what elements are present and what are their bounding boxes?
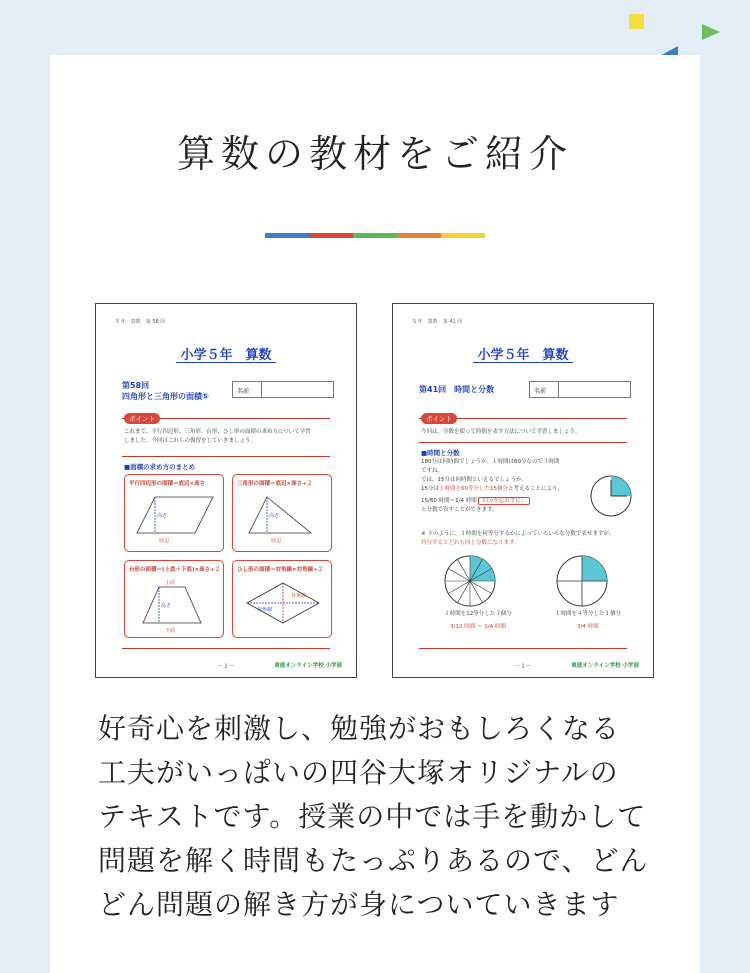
svg-text:底辺: 底辺 [271, 538, 282, 544]
green-triangle-decoration [700, 22, 722, 42]
parallelogram-box: 平行四辺形の面積＝底辺×高さ 高さ 底辺 [124, 474, 224, 552]
worksheet-time-fractions: 5 年 算数 第 41 回 小学５年 算数 第41回 時間と分数 名前 ポイント 今回は、分数を使って時間を表す方法について学習しましょう。 ■時間と分数 180分は何時間でしょうか。１時間は60分なので３時間ですね。 では、15分は何時間といえるでしょうか。 15分は１時間を60等分した15個分と考えることにより、 15/60 時間＝1/4 時間 約分を忘れずに！ と分数で表すことができます。 ※ 下のように、１時間を何等分するかによっていろいろな分数で表せますが、 約分するとどれも同じ分数になります。 １時間を12等分した３個分 3/12 時間 ＝ 1/4 時間 １時間を４等分した１個分 1/4 時間 －１－ 東進オンライン学校 小学部 [392, 303, 654, 678]
rhombus-box: ひし形の面積＝対角線×対角線÷２ 対角線 対角線 [232, 560, 332, 638]
point-badge: ポイント [421, 413, 457, 424]
svg-text:高さ: 高さ [269, 513, 280, 519]
point-badge: ポイント [124, 413, 160, 424]
sheet-header: 5 年 算数 第 58 回 [116, 319, 166, 325]
trapezoid-figure [133, 575, 217, 635]
sheet-title: 小学５年 算数 [180, 348, 272, 363]
lesson-heading: 第58回 四角形と三角形の面積⑤ [122, 381, 209, 401]
triangle-figure [241, 493, 325, 547]
section-title: 算数の教材をご紹介 [176, 132, 573, 176]
trapezoid-box: 台形の面積＝(上底＋下底)×高さ÷２ 上底 高さ 下底 [124, 560, 224, 638]
clock-twelfths [443, 554, 497, 608]
parallelogram-figure [133, 493, 217, 547]
svg-text:底辺: 底辺 [159, 538, 170, 544]
svg-text:高さ: 高さ [157, 513, 168, 519]
school-logo: 東進オンライン学校 小学部 [274, 663, 342, 669]
svg-text:対角線: 対角線 [291, 593, 307, 599]
intro-text: これまで、平行四辺形、三角形、台形、ひし形の面積の求め方について学習 しました。今回はこれらの復習をしていきましょう。 [124, 429, 311, 444]
sheet-header: 5 年 算数 第 41 回 [413, 319, 463, 325]
triangle-box: 三角形の面積＝底辺×高さ÷２ 高さ 底辺 [232, 474, 332, 552]
clock-quarter-hour [589, 474, 633, 518]
section-heading: ■面積の求め方のまとめ [124, 463, 196, 471]
name-field: 名前 [232, 381, 334, 398]
clock-quarters [555, 554, 609, 608]
svg-text:下底: 下底 [165, 628, 176, 634]
school-logo: 東進オンライン学校 小学部 [571, 663, 639, 669]
svg-text:対角線: 対角線 [257, 607, 273, 613]
rainbow-divider [265, 233, 485, 238]
svg-text:上底: 上底 [165, 580, 176, 586]
worksheet-area-formulas: 5 年 算数 第 58 回 小学５年 算数 第58回 四角形と三角形の面積⑤ 名前 ポイント これまで、平行四辺形、三角形、台形、ひし形の面積の求め方について学習 しました。今回はこれらの復習をしていきましょう。 ■面積の求め方のまとめ 平行四辺形の面積＝底辺×高さ 高さ 底辺 三角形の面積＝底辺×高さ÷２ 高さ 底辺 台形の面積＝(上底＋下底)×高さ÷２ 上底 高さ 下底 ひし形の面積＝対角線×対角線÷２ 対角線 対角線 －１－ 東進オンライン学校 小学部 [95, 303, 357, 678]
svg-text:高さ: 高さ [161, 603, 172, 609]
content-card [50, 55, 700, 973]
rhombus-figure [241, 579, 325, 633]
yellow-square-decoration [629, 14, 644, 29]
lesson-heading: 第41回 時間と分数 [419, 385, 495, 394]
sheet-title: 小学５年 算数 [477, 348, 569, 363]
name-field: 名前 [529, 381, 631, 398]
section-heading: ■時間と分数 [421, 449, 460, 457]
description-text: 好奇心を刺激し、勉強がおもしろくなる 工夫がいっぱいの四谷大塚オリジナルの テキストです。授業の中では手を動かして 問題を解く時間もたっぷりあるので、どん どん問題の解き方が身についていきます [98, 712, 649, 921]
